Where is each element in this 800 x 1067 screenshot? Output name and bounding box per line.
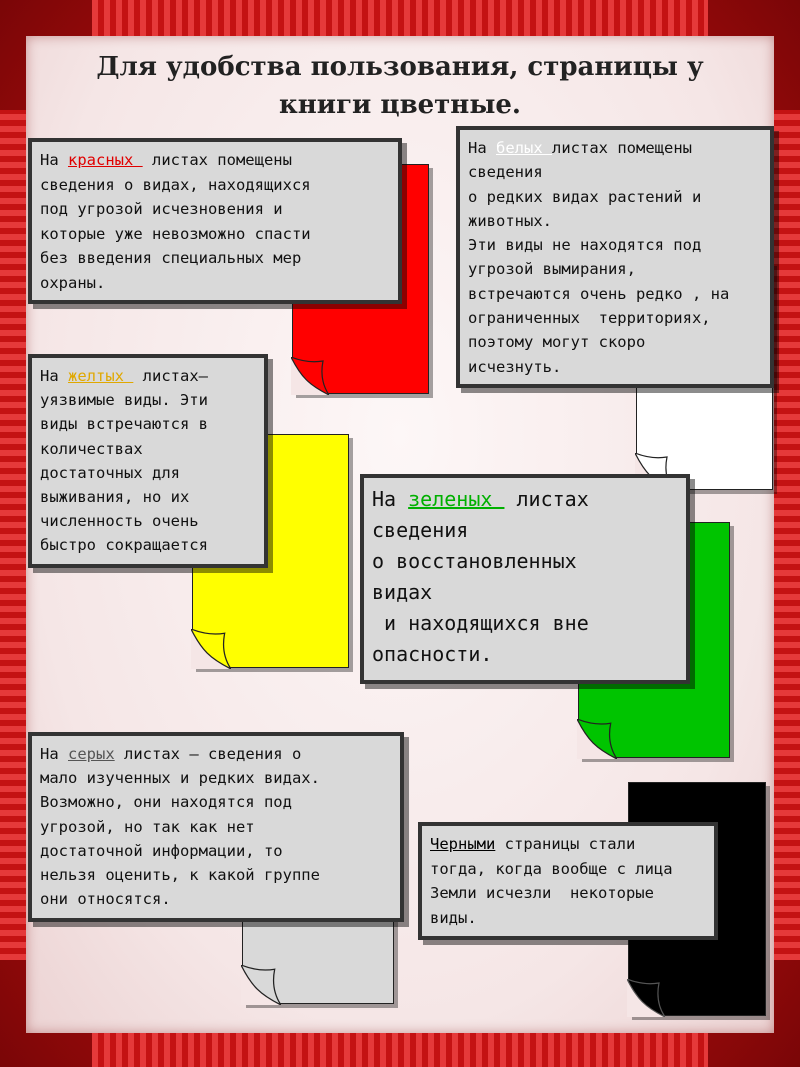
- white-pages-box: На белых листах помещены сведения о редких видах растений и животных. Эти виды не находятся под угрозой вымирания, встречаются очень редко , на ограниченных территориях, поэтому могут скоро исчезнуть.: [456, 126, 774, 388]
- page-curl-icon: [241, 965, 281, 1005]
- gray-pages-box: На серых листах — сведения о мало изученных и редких видах. Возможно, они находятся под угрозой, но так как нет достаточной информации, то нельзя оценить, к какой группе они относятся.: [28, 732, 404, 922]
- title-line-1: Для удобства пользования, страницы у: [96, 52, 704, 82]
- page-title: [60, 48, 740, 124]
- gray-word: серых: [68, 745, 115, 763]
- page-curl-icon: [627, 979, 665, 1017]
- title-line-2: книги цветные.: [279, 90, 521, 120]
- black-word: Черными: [430, 835, 496, 853]
- green-word: зеленых: [408, 487, 505, 511]
- black-pages-box: Черными страницы стали тогда, когда вообще с лица Земли исчезли некоторые виды.: [418, 822, 718, 940]
- green-pages-box: На зеленых листах сведения о восстановленных видах и находящихся вне опасности.: [360, 474, 690, 684]
- red-pages-box: На красных листах помещены сведения о видах, находящихся под угрозой исчезновения и которые уже невозможно спасти без введения специальных мер охраны.: [28, 138, 402, 304]
- frame-right-border: [774, 110, 800, 960]
- frame-bottom-border: [92, 1033, 708, 1067]
- yellow-word: желтых: [68, 367, 134, 385]
- page-curl-icon: [291, 357, 329, 395]
- page-curl-icon: [191, 629, 231, 669]
- red-word: красных: [68, 151, 143, 169]
- yellow-pages-box: На желтых листах— уязвимые виды. Эти виды встречаются в количествах достаточных для выживания, но их численность очень быстро сокращается: [28, 354, 268, 568]
- white-word: белых: [496, 139, 552, 157]
- frame-left-border: [0, 110, 26, 960]
- frame-top-border: [92, 0, 708, 36]
- page-curl-icon: [577, 719, 617, 759]
